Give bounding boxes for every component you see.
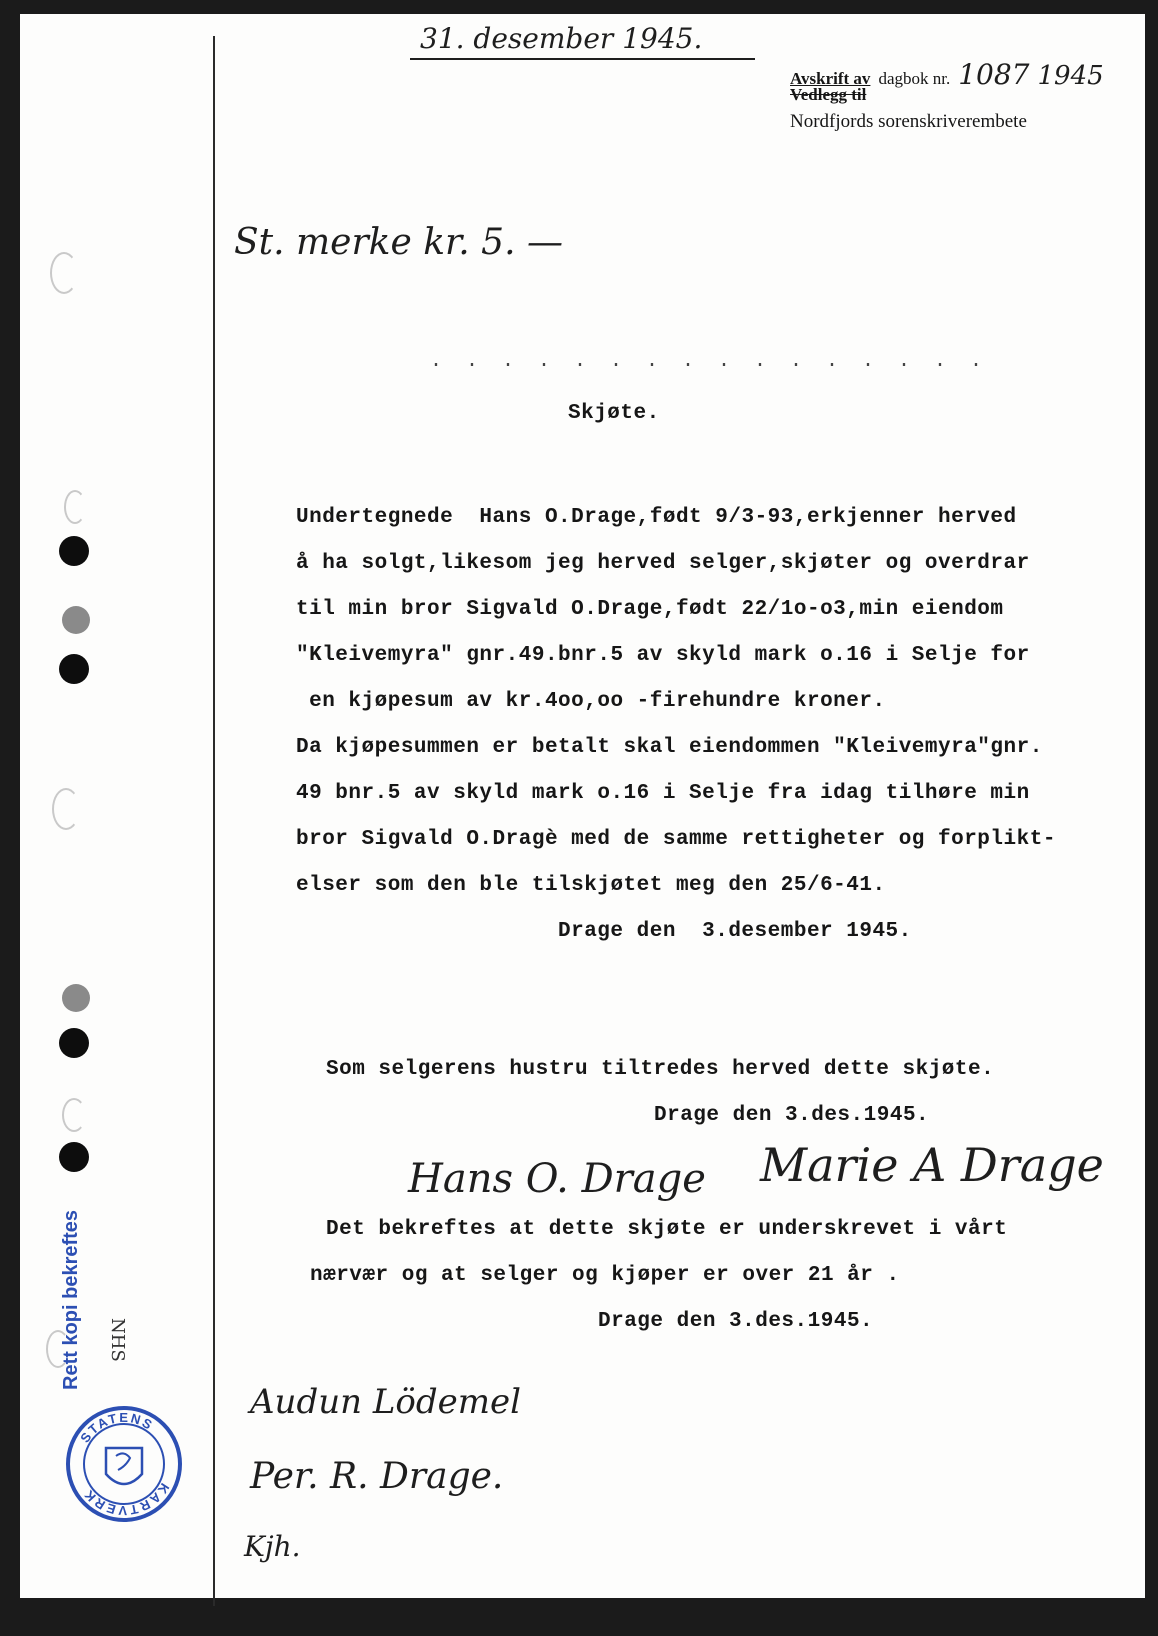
date-underline [410,58,755,60]
register-stamp [790,58,1104,133]
dagbok-number: 1087 [958,58,1030,91]
body-line: "Kleivemyra" gnr.49.bnr.5 av skyld mark o.16 i Selje for [296,644,1030,667]
body-line: til min bror Sigvald O.Drage,født 22/1o-o3,min eiendom [296,598,1004,621]
signature-witness-1: Audun Lödemel [250,1382,521,1422]
scan-edge-top [0,0,1158,14]
dotted-separator: . . . . . . . . . . . . . . . . [430,350,989,373]
seal-text-top: STATENS [77,1409,157,1446]
dagbok-label: dagbok nr. [878,69,951,88]
punch-hole [59,654,89,684]
signature-spouse: Marie A Drage [760,1138,1104,1192]
svg-text:STATENS [77,1410,156,1445]
statens-kartverk-seal [64,1404,184,1524]
punch-hole [59,1028,89,1058]
signature-witness-2: Per. R. Drage. [250,1456,504,1497]
scan-edge-left [0,0,20,1636]
stamp-duty-note: St. merke kr. 5. — [234,222,563,263]
seal-text-bottom: KARTVERK [80,1480,173,1519]
certification-text: Rett kopi bekreftes [60,1209,82,1390]
scan-edge-bottom [0,1598,1158,1636]
avskrift-label: Avskrift av [790,69,871,88]
margin-rule [213,36,215,1606]
punch-hole-ring [64,490,86,524]
punch-hole-ring [50,252,78,294]
body-line: Da kjøpesummen er betalt skal eiendommen "Kleivemyra"gnr. [296,736,1043,759]
body-line: en kjøpesum av kr.4oo,oo -firehundre kroner. [296,690,886,713]
place-date-spouse: Drage den 3.des.1945. [654,1104,930,1127]
dagbok-year: 1945 [1037,61,1104,91]
body-line: Undertegnede Hans O.Drage,født 9/3-93,erkjenner herved [296,506,1017,529]
place-date-witness: Drage den 3.des.1945. [598,1310,874,1333]
document-title: Skjøte. [568,402,660,425]
punch-hole [59,536,89,566]
witness-line: Det bekreftes at dette skjøte er underskrevet i vårt [326,1218,1008,1241]
certification-initials: NHS [107,1318,128,1362]
witness-line: nærvær og at selger og kjøper er over 21 år . [310,1264,900,1287]
punch-hole-ring [52,788,80,830]
scan-edge-right [1145,0,1158,1636]
punch-hole [62,606,90,634]
handwritten-date: 31. desember 1945. [420,22,703,55]
body-line: elser som den ble tilskjøtet meg den 25/6-41. [296,874,886,897]
punch-hole-ring [62,1098,86,1132]
initials-handwritten: Kjh. [244,1530,301,1563]
body-line: bror Sigvald O.Dragè med de samme rettigheter og forplikt- [296,828,1056,851]
place-date-seller: Drage den 3.desember 1945. [558,920,912,943]
punch-hole [59,1142,89,1172]
body-line: 49 bnr.5 av skyld mark o.16 i Selje fra idag tilhøre min [296,782,1030,805]
spouse-consent: Som selgerens hustru tiltredes herved dette skjøte. [326,1058,995,1081]
signature-seller: Hans O. Drage [408,1156,706,1202]
vedlegg-label: Vedlegg til [790,85,867,104]
office-name: Nordfjords sorenskriverembete [790,111,1027,132]
punch-hole [62,984,90,1012]
body-line: å ha solgt,likesom jeg herved selger,skjøter og overdrar [296,552,1030,575]
